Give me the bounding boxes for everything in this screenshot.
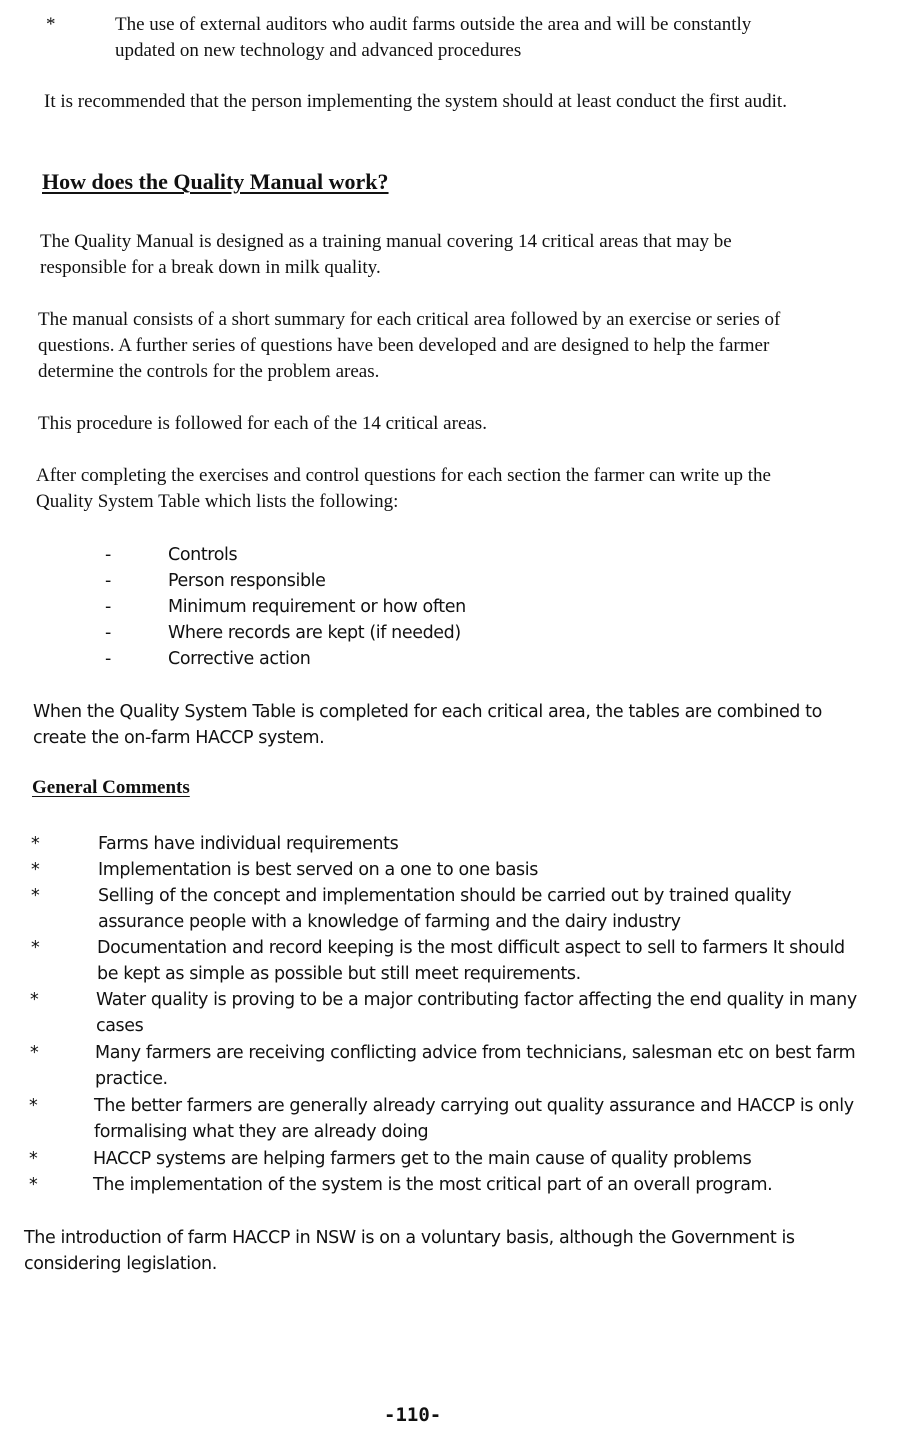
table-item-marker: - (105, 649, 111, 669)
table-item-marker: - (105, 545, 111, 565)
comment-item-continuation: cases (96, 1016, 144, 1036)
paragraph-1-line-1: The Quality Manual is designed as a training manual covering 14 critical areas that may be (40, 231, 732, 252)
section-heading: How does the Quality Manual work? (42, 169, 389, 194)
comment-item: The implementation of the system is the most critical part of an overall program. (93, 1175, 773, 1195)
general-comments-heading: General Comments (32, 777, 190, 798)
table-item-controls: Controls (168, 545, 238, 565)
comment-marker: * (29, 1175, 38, 1195)
comment-marker: * (29, 1096, 38, 1116)
comment-item: Many farmers are receiving conflicting advice from technicians, salesman etc on best farm (95, 1043, 856, 1063)
paragraph-2-line-3: determine the controls for the problem areas. (38, 361, 380, 382)
combine-line-1: When the Quality System Table is completed for each critical area, the tables are combined to (33, 702, 822, 722)
table-item-minimum-requirement: Minimum requirement or how often (168, 597, 466, 617)
closing-line-1: The introduction of farm HACCP in NSW is on a voluntary basis, although the Government is (24, 1228, 795, 1248)
comment-marker: * (29, 1149, 38, 1169)
table-item-marker: - (105, 571, 111, 591)
table-item-marker: - (105, 623, 111, 643)
page-number: -110- (384, 1404, 442, 1426)
comment-item: Water quality is proving to be a major contributing factor affecting the end quality in many (96, 990, 857, 1010)
comment-item-continuation: assurance people with a knowledge of farming and the dairy industry (98, 912, 681, 932)
recommendation-text: It is recommended that the person implementing the system should at least conduct the first audit. (44, 91, 787, 112)
comment-item: The better farmers are generally already carrying out quality assurance and HACCP is only (94, 1096, 854, 1116)
combine-line-2: create the on-farm HACCP system. (33, 728, 325, 748)
paragraph-2-line-1: The manual consists of a short summary for each critical area followed by an exercise or series of (38, 309, 781, 330)
paragraph-4-line-1: After completing the exercises and control questions for each section the farmer can write up the (36, 465, 771, 486)
top-item-line-1: The use of external auditors who audit farms outside the area and will be constantly (115, 14, 752, 35)
comment-marker: * (31, 886, 40, 906)
closing-line-2: considering legislation. (24, 1254, 217, 1274)
paragraph-1-line-2: responsible for a break down in milk quality. (40, 257, 381, 278)
comment-item-continuation: be kept as simple as possible but still meet requirements. (97, 964, 581, 984)
comment-item: Implementation is best served on a one to one basis (98, 860, 538, 880)
paragraph-3: This procedure is followed for each of the 14 critical areas. (38, 413, 487, 434)
comment-marker: * (31, 860, 40, 880)
top-item-marker: * (46, 14, 56, 35)
comment-item: Documentation and record keeping is the most difficult aspect to sell to farmers It should (97, 938, 845, 958)
comment-item-continuation: formalising what they are already doing (94, 1122, 429, 1142)
paragraph-2-line-2: questions. A further series of questions have been developed and are designed to help the farmer (38, 335, 770, 356)
comment-item: HACCP systems are helping farmers get to the main cause of quality problems (93, 1149, 752, 1169)
top-item-line-2: updated on new technology and advanced procedures (115, 40, 522, 61)
comment-marker: * (31, 834, 40, 854)
table-item-person-responsible: Person responsible (168, 571, 326, 591)
comment-item: Selling of the concept and implementation should be carried out by trained quality (98, 886, 792, 906)
paragraph-4-line-2: Quality System Table which lists the following: (36, 491, 399, 512)
table-item-marker: - (105, 597, 111, 617)
comment-marker: * (30, 990, 39, 1010)
comment-item: Farms have individual requirements (98, 834, 399, 854)
comment-marker: * (31, 938, 40, 958)
table-item-records-kept: Where records are kept (if needed) (168, 623, 461, 643)
comment-marker: * (30, 1043, 39, 1063)
comment-item-continuation: practice. (95, 1069, 168, 1089)
table-item-corrective-action: Corrective action (168, 649, 311, 669)
